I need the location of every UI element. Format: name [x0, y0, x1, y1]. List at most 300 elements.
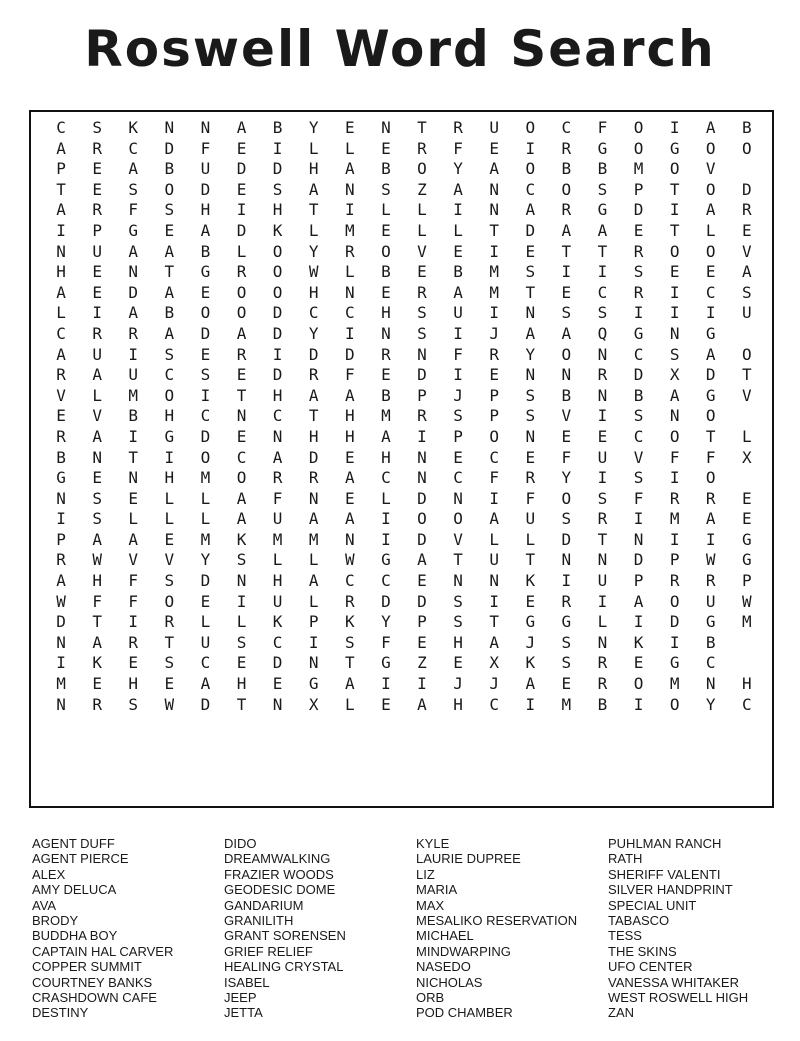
grid-letter[interactable]: N	[525, 365, 536, 385]
grid-letter[interactable]: G	[308, 674, 319, 694]
grid-letter[interactable]: R	[56, 365, 66, 385]
grid-letter[interactable]: X	[669, 365, 680, 385]
grid-letter[interactable]: N	[417, 344, 427, 364]
grid-letter[interactable]: M	[669, 509, 680, 529]
grid-letter[interactable]: E	[200, 344, 211, 364]
grid-letter[interactable]: A	[236, 118, 247, 137]
grid-letter[interactable]: T	[164, 632, 175, 652]
grid-letter[interactable]: I	[633, 303, 644, 323]
grid-letter[interactable]: V	[128, 550, 139, 570]
grid-letter[interactable]: S	[92, 509, 102, 529]
grid-letter[interactable]: H	[381, 303, 391, 323]
grid-letter[interactable]: N	[597, 344, 608, 364]
grid-letter[interactable]: S	[561, 653, 572, 673]
grid-letter[interactable]: G	[597, 200, 608, 220]
grid-letter[interactable]: A	[417, 694, 427, 714]
grid-letter[interactable]	[729, 633, 765, 654]
grid-letter[interactable]: I	[344, 200, 355, 220]
grid-letter[interactable]: G	[669, 138, 680, 158]
grid-letter[interactable]: T	[236, 694, 247, 714]
grid-letter[interactable]: S	[92, 118, 102, 137]
grid-letter[interactable]: G	[742, 529, 752, 549]
grid-letter[interactable]: D	[272, 365, 283, 385]
grid-letter[interactable]: I	[669, 118, 680, 137]
grid-letter[interactable]: E	[92, 179, 102, 199]
grid-letter[interactable]: D	[525, 220, 536, 240]
grid-letter[interactable]: D	[200, 323, 211, 343]
grid-letter[interactable]: F	[453, 138, 463, 158]
grid-letter[interactable]: E	[525, 591, 536, 611]
grid-letter[interactable]: W	[742, 591, 752, 611]
grid-letter[interactable]: R	[56, 550, 66, 570]
grid-letter[interactable]: I	[56, 220, 66, 240]
grid-letter[interactable]: O	[633, 674, 644, 694]
grid-letter[interactable]: D	[417, 529, 427, 549]
grid-letter[interactable]: E	[92, 159, 102, 179]
grid-letter[interactable]: P	[669, 550, 680, 570]
grid-letter[interactable]: P	[489, 385, 499, 405]
grid-letter[interactable]: S	[669, 344, 680, 364]
grid-letter[interactable]: U	[128, 365, 139, 385]
grid-letter[interactable]: O	[164, 179, 175, 199]
grid-letter[interactable]: V	[164, 550, 175, 570]
grid-letter[interactable]: U	[200, 159, 211, 179]
grid-letter[interactable]: N	[489, 200, 499, 220]
grid-letter[interactable]: R	[705, 571, 716, 591]
grid-letter[interactable]: P	[742, 571, 752, 591]
grid-letter[interactable]: X	[308, 694, 319, 714]
grid-letter[interactable]: J	[525, 632, 536, 652]
grid-letter[interactable]: N	[597, 632, 608, 652]
grid-letter[interactable]: B	[272, 118, 283, 137]
grid-letter[interactable]: R	[56, 426, 66, 446]
grid-letter[interactable]: D	[272, 653, 283, 673]
grid-letter[interactable]: E	[344, 488, 355, 508]
grid-letter[interactable]: V	[633, 447, 644, 467]
grid-letter[interactable]: E	[525, 241, 536, 261]
grid-letter[interactable]: V	[417, 241, 427, 261]
grid-letter[interactable]: O	[489, 426, 499, 446]
grid-letter[interactable]: A	[597, 220, 608, 240]
grid-letter[interactable]: N	[453, 488, 463, 508]
grid-letter[interactable]: L	[381, 200, 391, 220]
grid-letter[interactable]: R	[381, 344, 391, 364]
grid-letter[interactable]: I	[128, 344, 139, 364]
grid-letter[interactable]: B	[597, 159, 608, 179]
grid-letter[interactable]: U	[92, 344, 102, 364]
grid-letter[interactable]: C	[453, 468, 463, 488]
grid-letter[interactable]: D	[633, 200, 644, 220]
grid-letter[interactable]: W	[164, 694, 175, 714]
grid-letter[interactable]: H	[308, 426, 319, 446]
grid-letter[interactable]: J	[489, 323, 499, 343]
grid-letter[interactable]: G	[56, 468, 66, 488]
grid-letter[interactable]: F	[633, 488, 644, 508]
grid-letter[interactable]: S	[742, 282, 752, 302]
grid-letter[interactable]: N	[381, 323, 391, 343]
grid-letter[interactable]: I	[489, 591, 499, 611]
grid-letter[interactable]: R	[164, 612, 175, 632]
grid-letter[interactable]: E	[561, 674, 572, 694]
grid-letter[interactable]: U	[200, 632, 211, 652]
grid-letter[interactable]: N	[525, 426, 536, 446]
grid-letter[interactable]: R	[92, 694, 102, 714]
grid-letter[interactable]: F	[453, 344, 463, 364]
grid-letter[interactable]: N	[128, 468, 139, 488]
grid-letter[interactable]: L	[236, 612, 247, 632]
grid-letter[interactable]: A	[344, 385, 355, 405]
grid-letter[interactable]: A	[561, 323, 572, 343]
grid-letter[interactable]: I	[669, 303, 680, 323]
grid-letter[interactable]: N	[417, 447, 427, 467]
grid-letter[interactable]: I	[92, 303, 102, 323]
grid-letter[interactable]: R	[597, 674, 608, 694]
grid-letter[interactable]: T	[742, 365, 752, 385]
grid-letter[interactable]: W	[344, 550, 355, 570]
grid-letter[interactable]: Y	[525, 344, 536, 364]
grid-letter[interactable]: L	[742, 426, 752, 446]
grid-letter[interactable]: T	[344, 653, 355, 673]
grid-letter[interactable]: L	[597, 612, 608, 632]
grid-letter[interactable]: T	[56, 179, 66, 199]
grid-letter[interactable]: E	[200, 282, 211, 302]
grid-letter[interactable]: O	[164, 591, 175, 611]
grid-letter[interactable]: L	[381, 488, 391, 508]
grid-letter[interactable]: O	[381, 241, 391, 261]
grid-letter[interactable]: I	[56, 509, 66, 529]
grid-letter[interactable]: A	[633, 591, 644, 611]
grid-letter[interactable]: I	[597, 591, 608, 611]
grid-letter[interactable]: C	[272, 632, 283, 652]
grid-letter[interactable]: T	[417, 118, 427, 137]
grid-letter[interactable]: L	[308, 220, 319, 240]
grid-letter[interactable]: M	[381, 406, 391, 426]
grid-letter[interactable]: Y	[308, 241, 319, 261]
grid-letter[interactable]: R	[597, 365, 608, 385]
grid-letter[interactable]: R	[417, 406, 427, 426]
grid-letter[interactable]: T	[597, 241, 608, 261]
grid-letter[interactable]: B	[561, 385, 572, 405]
grid-letter[interactable]: C	[597, 282, 608, 302]
grid-letter[interactable]: A	[164, 241, 175, 261]
grid-letter[interactable]: N	[381, 118, 391, 137]
grid-letter[interactable]: N	[236, 571, 247, 591]
grid-letter[interactable]: E	[128, 653, 139, 673]
grid-letter[interactable]: U	[453, 303, 463, 323]
grid-letter[interactable]: I	[272, 138, 283, 158]
grid-letter[interactable]: E	[453, 241, 463, 261]
grid-letter[interactable]: O	[164, 385, 175, 405]
grid-letter[interactable]	[729, 159, 765, 180]
grid-letter[interactable]: B	[453, 262, 463, 282]
grid-letter[interactable]: S	[128, 694, 139, 714]
grid-letter[interactable]: O	[561, 488, 572, 508]
grid-letter[interactable]: D	[164, 138, 175, 158]
grid-letter[interactable]: G	[705, 323, 716, 343]
grid-letter[interactable]: Y	[381, 612, 391, 632]
grid-letter[interactable]: K	[236, 529, 247, 549]
grid-letter[interactable]: E	[128, 488, 139, 508]
grid-letter[interactable]: H	[92, 571, 102, 591]
grid-letter[interactable]: R	[417, 138, 427, 158]
grid-letter[interactable]: D	[344, 344, 355, 364]
grid-letter[interactable]: E	[381, 220, 391, 240]
grid-letter[interactable]: A	[128, 241, 139, 261]
grid-letter[interactable]: G	[597, 138, 608, 158]
grid-letter[interactable]: A	[344, 159, 355, 179]
grid-letter[interactable]: A	[128, 159, 139, 179]
grid-letter[interactable]: A	[381, 426, 391, 446]
grid-letter[interactable]: R	[236, 344, 247, 364]
grid-letter[interactable]: N	[344, 282, 355, 302]
grid-letter[interactable]: O	[705, 241, 716, 261]
grid-letter[interactable]: R	[236, 262, 247, 282]
grid-letter[interactable]: I	[633, 612, 644, 632]
grid-letter[interactable]: I	[417, 426, 427, 446]
grid-letter[interactable]: M	[669, 674, 680, 694]
grid-letter[interactable]: G	[742, 550, 752, 570]
grid-letter[interactable]: N	[56, 241, 66, 261]
grid-letter[interactable]: G	[200, 262, 211, 282]
grid-letter[interactable]: G	[525, 612, 536, 632]
grid-letter[interactable]: R	[128, 323, 139, 343]
grid-letter[interactable]: A	[236, 323, 247, 343]
grid-letter[interactable]: S	[164, 200, 175, 220]
grid-letter[interactable]: E	[525, 447, 536, 467]
grid-letter[interactable]: E	[453, 447, 463, 467]
grid-letter[interactable]: A	[308, 179, 319, 199]
grid-letter[interactable]: F	[344, 365, 355, 385]
grid-letter[interactable]: N	[308, 488, 319, 508]
grid-letter[interactable]: N	[200, 118, 211, 137]
grid-letter[interactable]: I	[164, 447, 175, 467]
grid-letter[interactable]: I	[705, 529, 716, 549]
grid-letter[interactable]: S	[236, 632, 247, 652]
grid-letter[interactable]: P	[633, 571, 644, 591]
grid-letter[interactable]: U	[272, 509, 283, 529]
grid-letter[interactable]: C	[705, 653, 716, 673]
grid-letter[interactable]: D	[742, 179, 752, 199]
grid-letter[interactable]: D	[417, 591, 427, 611]
grid-letter[interactable]: S	[164, 653, 175, 673]
grid-letter[interactable]: K	[344, 612, 355, 632]
grid-letter[interactable]: A	[453, 179, 463, 199]
grid-letter[interactable]: I	[344, 323, 355, 343]
grid-letter[interactable]: S	[344, 632, 355, 652]
grid-letter[interactable]: S	[200, 365, 211, 385]
grid-letter[interactable]: F	[272, 488, 283, 508]
grid-letter[interactable]: M	[561, 694, 572, 714]
grid-letter[interactable]: N	[272, 694, 283, 714]
grid-letter[interactable]: N	[308, 653, 319, 673]
grid-letter[interactable]: I	[633, 694, 644, 714]
grid-letter[interactable]: I	[56, 653, 66, 673]
grid-letter[interactable]: L	[417, 220, 427, 240]
grid-letter[interactable]: A	[92, 365, 102, 385]
grid-letter[interactable]: C	[164, 365, 175, 385]
grid-letter[interactable]: C	[344, 571, 355, 591]
grid-letter[interactable]: I	[128, 426, 139, 446]
grid-letter[interactable]: H	[453, 632, 463, 652]
grid-letter[interactable]: A	[92, 529, 102, 549]
grid-letter[interactable]: O	[669, 159, 680, 179]
grid-letter[interactable]: I	[561, 571, 572, 591]
grid-letter[interactable]: O	[669, 426, 680, 446]
grid-letter[interactable]: M	[128, 385, 139, 405]
grid-letter[interactable]: H	[742, 674, 752, 694]
grid-letter[interactable]: Q	[597, 323, 608, 343]
grid-letter[interactable]: T	[92, 612, 102, 632]
grid-letter[interactable]: J	[453, 385, 463, 405]
grid-letter[interactable]: K	[633, 632, 644, 652]
grid-letter[interactable]: C	[200, 653, 211, 673]
grid-letter[interactable]: L	[128, 509, 139, 529]
grid-letter[interactable]: B	[128, 406, 139, 426]
grid-letter[interactable]: C	[272, 406, 283, 426]
grid-letter[interactable]: O	[200, 303, 211, 323]
grid-letter[interactable]: C	[489, 447, 499, 467]
grid-letter[interactable]: H	[344, 406, 355, 426]
grid-letter[interactable]: O	[633, 118, 644, 137]
grid-letter[interactable]: S	[453, 612, 463, 632]
grid-letter[interactable]: C	[561, 118, 572, 137]
grid-letter[interactable]: F	[128, 591, 139, 611]
grid-letter[interactable]: I	[489, 241, 499, 261]
grid-letter[interactable]: A	[200, 674, 211, 694]
grid-letter[interactable]: I	[669, 282, 680, 302]
grid-letter[interactable]: A	[164, 282, 175, 302]
grid-letter[interactable]: M	[200, 529, 211, 549]
grid-letter[interactable]: A	[344, 674, 355, 694]
grid-letter[interactable]: O	[236, 468, 247, 488]
grid-letter[interactable]: C	[633, 344, 644, 364]
grid-letter[interactable]: M	[56, 674, 66, 694]
grid-letter[interactable]: I	[453, 365, 463, 385]
grid-letter[interactable]: O	[272, 262, 283, 282]
grid-letter[interactable]: V	[453, 529, 463, 549]
grid-letter[interactable]: H	[200, 200, 211, 220]
grid-letter[interactable]: A	[236, 488, 247, 508]
grid-letter[interactable]: E	[669, 262, 680, 282]
grid-letter[interactable]: D	[417, 365, 427, 385]
grid-letter[interactable]: E	[597, 426, 608, 446]
grid-letter[interactable]: I	[561, 262, 572, 282]
grid-letter[interactable]: I	[525, 138, 536, 158]
grid-letter[interactable]: I	[597, 468, 608, 488]
grid-letter[interactable]: V	[561, 406, 572, 426]
grid-letter[interactable]: B	[381, 262, 391, 282]
grid-letter[interactable]: C	[308, 303, 319, 323]
grid-letter[interactable]: C	[236, 447, 247, 467]
grid-letter[interactable]: L	[56, 303, 66, 323]
grid-letter[interactable]: I	[236, 200, 247, 220]
grid-letter[interactable]: A	[705, 509, 716, 529]
grid-letter[interactable]: P	[417, 385, 427, 405]
grid-letter[interactable]: G	[381, 550, 391, 570]
grid-letter[interactable]: N	[56, 632, 66, 652]
grid-letter[interactable]: A	[236, 509, 247, 529]
grid-letter[interactable]: N	[92, 447, 102, 467]
grid-letter[interactable]: C	[742, 694, 752, 714]
grid-letter[interactable]: F	[200, 138, 211, 158]
grid-letter[interactable]: R	[669, 571, 680, 591]
grid-letter[interactable]: R	[92, 138, 102, 158]
grid-letter[interactable]: L	[236, 241, 247, 261]
grid-letter[interactable]	[729, 406, 765, 427]
grid-letter[interactable]: I	[200, 385, 211, 405]
grid-letter[interactable]: H	[344, 426, 355, 446]
grid-letter[interactable]: K	[128, 118, 139, 137]
grid-letter[interactable]: N	[56, 488, 66, 508]
grid-letter[interactable]: W	[308, 262, 319, 282]
grid-letter[interactable]: O	[705, 406, 716, 426]
grid-letter[interactable]: K	[92, 653, 102, 673]
grid-letter[interactable]: D	[272, 303, 283, 323]
grid-letter[interactable]: W	[56, 591, 66, 611]
grid-letter[interactable]: N	[344, 179, 355, 199]
grid-letter[interactable]: C	[705, 282, 716, 302]
grid-letter[interactable]: A	[344, 509, 355, 529]
grid-letter[interactable]: A	[56, 282, 66, 302]
grid-letter[interactable]: E	[236, 653, 247, 673]
grid-letter[interactable]: T	[128, 447, 139, 467]
grid-letter[interactable]: H	[308, 282, 319, 302]
grid-letter[interactable]: N	[561, 550, 572, 570]
grid-letter[interactable]: B	[56, 447, 66, 467]
grid-letter[interactable]: E	[200, 591, 211, 611]
grid-letter[interactable]: N	[561, 365, 572, 385]
grid-letter[interactable]: I	[381, 674, 391, 694]
grid-letter[interactable]: A	[742, 262, 752, 282]
grid-letter[interactable]: E	[92, 262, 102, 282]
grid-letter[interactable]: L	[308, 550, 319, 570]
grid-letter[interactable]: Y	[705, 694, 716, 714]
grid-letter[interactable]: M	[344, 220, 355, 240]
grid-letter[interactable]: L	[344, 262, 355, 282]
grid-letter[interactable]: C	[381, 468, 391, 488]
grid-letter[interactable]: A	[669, 385, 680, 405]
grid-letter[interactable]: H	[272, 385, 283, 405]
grid-letter[interactable]: N	[597, 550, 608, 570]
grid-letter[interactable]: W	[705, 550, 716, 570]
grid-letter[interactable]: O	[272, 282, 283, 302]
grid-letter[interactable]: V	[705, 159, 716, 179]
grid-letter[interactable]: B	[742, 118, 752, 137]
grid-letter[interactable]: D	[200, 179, 211, 199]
grid-letter[interactable]: B	[633, 385, 644, 405]
grid-letter[interactable]: B	[164, 303, 175, 323]
grid-letter[interactable]: R	[489, 344, 499, 364]
grid-letter[interactable]: O	[453, 509, 463, 529]
grid-letter[interactable]: D	[200, 694, 211, 714]
grid-letter[interactable]: S	[236, 550, 247, 570]
grid-letter[interactable]: D	[417, 488, 427, 508]
grid-letter[interactable]: I	[489, 488, 499, 508]
grid-letter[interactable]: L	[453, 220, 463, 240]
grid-letter[interactable]: O	[525, 118, 536, 137]
grid-letter[interactable]: E	[381, 282, 391, 302]
grid-letter[interactable]: N	[705, 674, 716, 694]
grid-letter[interactable]: E	[561, 426, 572, 446]
grid-letter[interactable]: I	[669, 468, 680, 488]
grid-letter[interactable]: O	[705, 468, 716, 488]
grid-letter[interactable]: S	[92, 488, 102, 508]
grid-letter[interactable]: E	[381, 694, 391, 714]
grid-letter[interactable]: C	[381, 571, 391, 591]
grid-letter[interactable]: Y	[561, 468, 572, 488]
grid-letter[interactable]: N	[633, 529, 644, 549]
grid-letter[interactable]: R	[597, 509, 608, 529]
